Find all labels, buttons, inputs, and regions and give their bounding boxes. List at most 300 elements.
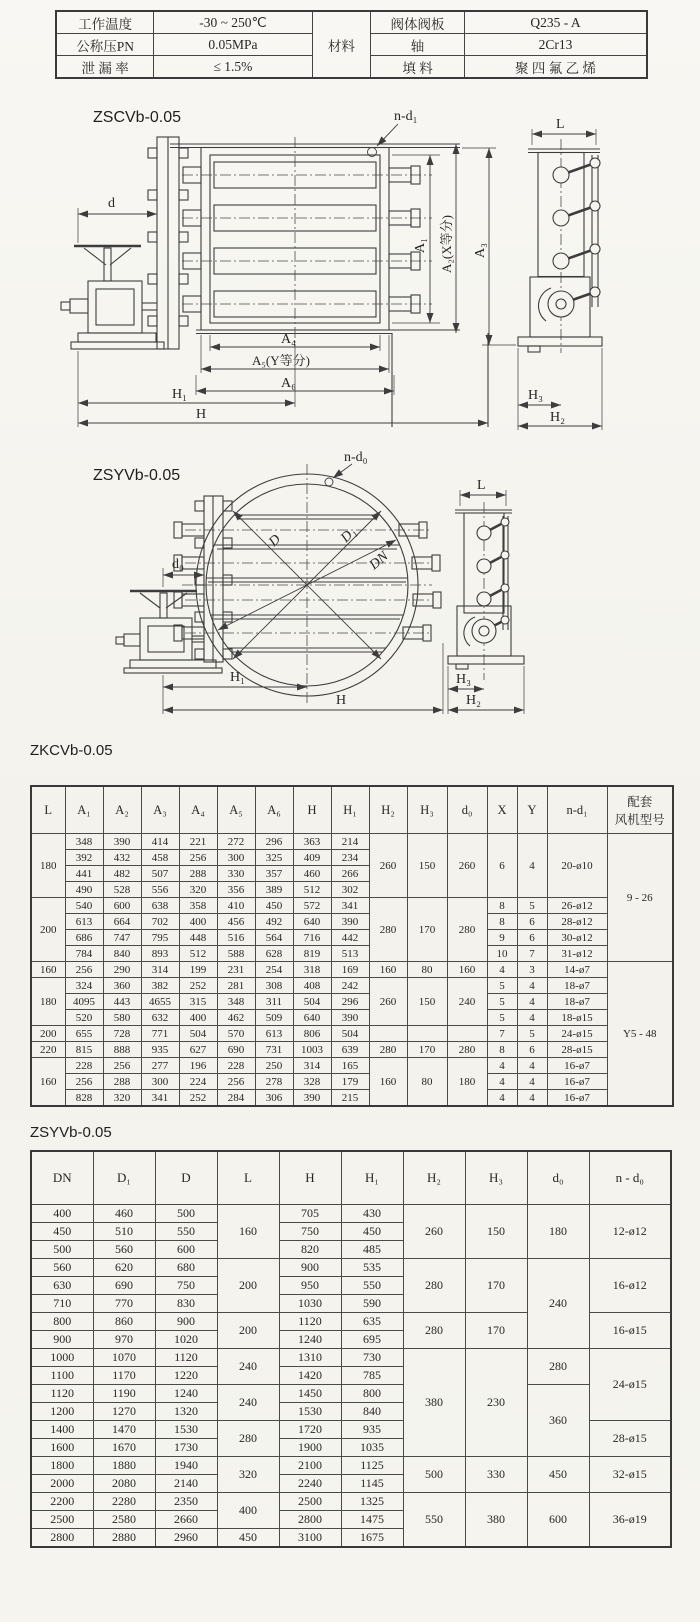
table-cell: 1670 <box>93 1439 155 1457</box>
table-cell: 550 <box>341 1277 403 1295</box>
table-cell: 935 <box>341 1421 403 1439</box>
drawing-zsyvb <box>0 448 700 733</box>
table-cell: 840 <box>103 946 141 962</box>
table-cell: 560 <box>31 1259 93 1277</box>
table-cell: 30-ø12 <box>547 930 607 946</box>
table-cell: 356 <box>217 882 255 898</box>
table-cell: 200 <box>217 1313 279 1349</box>
table-cell: 348 <box>65 834 103 850</box>
table-cell: 260 <box>369 834 407 898</box>
table-cell: 302 <box>331 882 369 898</box>
spec-value: Q235 - A <box>464 11 647 34</box>
column-header: H <box>293 786 331 834</box>
table-cell: 180 <box>447 1058 487 1107</box>
table-cell: 250 <box>255 1058 293 1074</box>
spec-row <box>56 11 647 34</box>
table-cell: 231 <box>217 962 255 978</box>
table-cell: 1310 <box>279 1349 341 1367</box>
table-cell: 284 <box>217 1090 255 1107</box>
table-cell: 500 <box>31 1241 93 1259</box>
table-cell: 400 <box>179 1010 217 1026</box>
column-header: L <box>217 1151 279 1205</box>
table-cell: 516 <box>217 930 255 946</box>
table-cell: 324 <box>65 978 103 994</box>
table2-header <box>31 1151 671 1205</box>
table-cell: 572 <box>293 898 331 914</box>
spec-label: 公称压PN <box>56 34 154 56</box>
spec-value: 0.05MPa <box>154 34 312 56</box>
table-cell: 3 <box>517 962 547 978</box>
table-cell: 318 <box>293 962 331 978</box>
table-cell: 747 <box>103 930 141 946</box>
table-cell: 550 <box>155 1223 217 1241</box>
dim-label-l: L <box>477 478 486 493</box>
column-header: d₀ <box>447 786 487 834</box>
table-cell: 8 <box>487 914 517 930</box>
table-cell: 1325 <box>341 1493 403 1511</box>
table-cell: 627 <box>179 1042 217 1058</box>
table-cell: 5 <box>487 994 517 1010</box>
table-cell: 180 <box>31 834 65 898</box>
table-cell: 507 <box>141 866 179 882</box>
table-cell: Y5 - 48 <box>607 962 673 1107</box>
table-cell: 242 <box>331 978 369 994</box>
table-cell: 4 <box>487 1074 517 1090</box>
table-cell: 160 <box>369 1058 407 1107</box>
table-cell: 710 <box>31 1295 93 1313</box>
table-cell: 900 <box>31 1331 93 1349</box>
table-cell: 500 <box>403 1457 465 1493</box>
column-header: A₄ <box>179 786 217 834</box>
table-cell: 280 <box>447 898 487 962</box>
table-cell: 1530 <box>155 1421 217 1439</box>
table1-title: ZKCVb-0.05 <box>30 742 113 759</box>
table-cell: 170 <box>465 1313 527 1349</box>
column-header: D₁ <box>93 1151 155 1205</box>
table-cell: 1035 <box>341 1439 403 1457</box>
front-view-circular <box>116 464 441 706</box>
table-cell: 1000 <box>31 1349 93 1367</box>
table-cell: 5 <box>517 1026 547 1042</box>
table-cell: 7 <box>487 1026 517 1042</box>
table-cell: 4655 <box>141 994 179 1010</box>
table-cell: 150 <box>407 834 447 898</box>
table-cell: 2350 <box>155 1493 217 1511</box>
table-cell: 690 <box>217 1042 255 1058</box>
handwheel-actuator <box>61 246 164 349</box>
table-cell: 16-ø7 <box>547 1058 607 1074</box>
column-header: D <box>155 1151 217 1205</box>
table-cell: 16-ø7 <box>547 1090 607 1107</box>
table-cell: 260 <box>447 834 487 898</box>
table-cell: 828 <box>65 1090 103 1107</box>
table-cell: 330 <box>465 1457 527 1493</box>
table-cell: 1120 <box>155 1349 217 1367</box>
table-cell: 632 <box>141 1010 179 1026</box>
column-header: n-d₁ <box>547 786 607 834</box>
table-cell: 252 <box>179 1090 217 1107</box>
column-header: A₂ <box>103 786 141 834</box>
column-header: A₁ <box>65 786 103 834</box>
column-header: X <box>487 786 517 834</box>
table-cell: 771 <box>141 1026 179 1042</box>
table-cell: 830 <box>155 1295 217 1313</box>
table-cell: 341 <box>141 1090 179 1107</box>
table-cell: 635 <box>341 1313 403 1331</box>
column-header: H <box>279 1151 341 1205</box>
table-cell: 280 <box>369 898 407 962</box>
table-cell: 1420 <box>279 1367 341 1385</box>
dim-label-h2: H₂ <box>550 410 565 425</box>
table-cell: 380 <box>465 1493 527 1548</box>
table-cell: 4 <box>517 834 547 898</box>
table-cell: 9 - 26 <box>607 834 673 962</box>
table1-header <box>31 786 673 834</box>
spec-table <box>55 10 648 79</box>
table-cell: 770 <box>93 1295 155 1313</box>
table-cell: 18-ø7 <box>547 978 607 994</box>
table-cell: 4 <box>517 978 547 994</box>
table-cell: 504 <box>331 1026 369 1042</box>
dim-label-h1: H₁ <box>230 670 245 685</box>
table-cell: 199 <box>179 962 217 978</box>
table-cell: 950 <box>279 1277 341 1295</box>
table-cell: 1675 <box>341 1529 403 1548</box>
table-cell: 5 <box>517 898 547 914</box>
table-cell: 14-ø7 <box>547 962 607 978</box>
table-row <box>31 994 673 1010</box>
table-cell: 1125 <box>341 1457 403 1475</box>
table-cell: 390 <box>331 914 369 930</box>
table-cell: 358 <box>179 898 217 914</box>
table-cell: 450 <box>341 1223 403 1241</box>
table-cell: 6 <box>487 834 517 898</box>
table-cell: 540 <box>65 898 103 914</box>
table-cell: 260 <box>369 978 407 1026</box>
table-cell: 638 <box>141 898 179 914</box>
table-cell: 800 <box>31 1313 93 1331</box>
table-cell: 290 <box>103 962 141 978</box>
table-cell: 160 <box>447 962 487 978</box>
column-header: H₁ <box>341 1151 403 1205</box>
table-cell: 1880 <box>93 1457 155 1475</box>
table-cell: 408 <box>293 978 331 994</box>
table-cell: 160 <box>217 1205 279 1259</box>
table-cell: 234 <box>331 850 369 866</box>
table-cell: 12-ø12 <box>589 1205 671 1259</box>
table-cell: 300 <box>141 1074 179 1090</box>
table-cell: 900 <box>279 1259 341 1277</box>
table-cell: 485 <box>341 1241 403 1259</box>
header-row <box>31 1151 671 1205</box>
table-cell: 414 <box>141 834 179 850</box>
table-row <box>31 978 673 994</box>
table-cell: 7 <box>517 946 547 962</box>
table-cell: 815 <box>65 1042 103 1058</box>
table-cell: 1003 <box>293 1042 331 1058</box>
table-cell: 18-ø15 <box>547 1010 607 1026</box>
material-label: 材料 <box>312 11 370 78</box>
table-cell: 170 <box>407 1042 447 1058</box>
table-cell: 392 <box>65 850 103 866</box>
table-cell: 160 <box>369 962 407 978</box>
dim-label-a5: A₅(Y等分) <box>252 353 310 368</box>
table-cell: 266 <box>331 866 369 882</box>
table-row <box>31 946 673 962</box>
table-cell: 150 <box>465 1205 527 1259</box>
spec-label: 泄 漏 率 <box>56 56 154 79</box>
table-cell: 179 <box>331 1074 369 1090</box>
table-cell: 432 <box>103 850 141 866</box>
table-cell: 221 <box>179 834 217 850</box>
column-header: H₁ <box>331 786 369 834</box>
table-cell: 296 <box>255 834 293 850</box>
table-cell: 24-ø15 <box>547 1026 607 1042</box>
table-cell: 1450 <box>279 1385 341 1403</box>
table-cell: 6 <box>517 914 547 930</box>
table-cell: 1120 <box>279 1313 341 1331</box>
table-cell: 20-ø10 <box>547 834 607 898</box>
table-cell: 4 <box>517 1074 547 1090</box>
table-cell: 280 <box>369 1042 407 1058</box>
table-cell: 400 <box>31 1205 93 1223</box>
table-cell: 448 <box>179 930 217 946</box>
dim-label-h: H <box>336 693 347 708</box>
table-cell: 620 <box>93 1259 155 1277</box>
table-cell: 1320 <box>155 1403 217 1421</box>
table-row <box>31 1042 673 1058</box>
table-cell: 2200 <box>31 1493 93 1511</box>
table-cell: 1170 <box>93 1367 155 1385</box>
table-cell: 588 <box>217 946 255 962</box>
table-cell: 2240 <box>279 1475 341 1493</box>
table-cell: 500 <box>155 1205 217 1223</box>
dim-label-D1: D₁ <box>338 524 360 546</box>
table-cell: 254 <box>255 962 293 978</box>
table-cell: 695 <box>341 1331 403 1349</box>
table-cell: 5 <box>487 1010 517 1026</box>
table-cell: 550 <box>403 1493 465 1548</box>
table-row <box>31 1457 671 1475</box>
spec-label: 填 料 <box>371 56 465 79</box>
table-cell: 277 <box>141 1058 179 1074</box>
dimension-table-zsyvb <box>30 1150 672 1548</box>
table-cell: 4 <box>517 1010 547 1026</box>
table-row <box>31 1259 671 1277</box>
table-cell: 600 <box>155 1241 217 1259</box>
table-cell: 32-ø15 <box>589 1457 671 1493</box>
column-header: A₅ <box>217 786 255 834</box>
table-cell: 325 <box>255 850 293 866</box>
dim-label-d0: d₀ <box>172 557 184 572</box>
table-row <box>31 834 673 850</box>
table-cell: 731 <box>255 1042 293 1058</box>
dim-label-nd0: n-d₀ <box>344 450 368 465</box>
table-cell: 510 <box>93 1223 155 1241</box>
table-row <box>31 1074 673 1090</box>
table-cell: 570 <box>217 1026 255 1042</box>
table-cell: 200 <box>31 1026 65 1042</box>
dim-label-a3: A₃ <box>473 243 488 258</box>
table-cell: 430 <box>341 1205 403 1223</box>
table-cell: 639 <box>331 1042 369 1058</box>
table-cell: 256 <box>179 850 217 866</box>
table-cell: 389 <box>255 882 293 898</box>
table-cell: 513 <box>331 946 369 962</box>
table-cell: 458 <box>141 850 179 866</box>
table-cell: 1145 <box>341 1475 403 1493</box>
table-cell: 256 <box>65 1074 103 1090</box>
column-header: 配套 风机型号 <box>607 786 673 834</box>
table2-title: ZSYVb-0.05 <box>30 1124 112 1141</box>
table-cell: 28-ø15 <box>589 1421 671 1457</box>
table-cell: 1270 <box>93 1403 155 1421</box>
table-cell: 450 <box>31 1223 93 1241</box>
spec-label: 轴 <box>371 34 465 56</box>
table-cell: 16-ø12 <box>589 1259 671 1313</box>
table-cell: 314 <box>293 1058 331 1074</box>
column-header: d₀ <box>527 1151 589 1205</box>
table-cell: 860 <box>93 1313 155 1331</box>
table-cell: 806 <box>293 1026 331 1042</box>
table-cell: 590 <box>341 1295 403 1313</box>
table-cell: 520 <box>65 1010 103 1026</box>
table-cell: 400 <box>217 1493 279 1529</box>
table-cell: 535 <box>341 1259 403 1277</box>
table-cell: 1530 <box>279 1403 341 1421</box>
table-row <box>31 1026 673 1042</box>
dim-label-a6: A₆ <box>281 376 296 391</box>
table2-body <box>31 1205 671 1548</box>
table-cell: 900 <box>155 1313 217 1331</box>
table-cell: 4 <box>517 1090 547 1107</box>
table-cell: 1020 <box>155 1331 217 1349</box>
table-cell: 1730 <box>155 1439 217 1457</box>
dim-label-a4: A₄ <box>281 332 296 347</box>
table-cell: 28-ø12 <box>547 914 607 930</box>
front-dimensions <box>78 109 516 427</box>
table-cell: 196 <box>179 1058 217 1074</box>
table-cell: 2140 <box>155 1475 217 1493</box>
table-cell: 640 <box>293 914 331 930</box>
table-cell: 280 <box>527 1349 589 1385</box>
table-cell: 504 <box>293 994 331 1010</box>
dim-label-h3: H₃ <box>456 672 471 687</box>
column-header: A₆ <box>255 786 293 834</box>
table-cell: 1200 <box>31 1403 93 1421</box>
table-cell: 228 <box>65 1058 103 1074</box>
table-row <box>31 1385 671 1403</box>
table-cell: 512 <box>293 882 331 898</box>
table-cell: 2500 <box>31 1511 93 1529</box>
table-cell: 230 <box>465 1349 527 1457</box>
table-cell: 655 <box>65 1026 103 1042</box>
table-cell: 380 <box>403 1349 465 1457</box>
table-cell: 512 <box>179 946 217 962</box>
spec-value: 2Cr13 <box>464 34 647 56</box>
table-cell: 490 <box>65 882 103 898</box>
table-cell: 9 <box>487 930 517 946</box>
table-cell: 306 <box>255 1090 293 1107</box>
table-cell: 10 <box>487 946 517 962</box>
table-cell: 686 <box>65 930 103 946</box>
table-cell: 556 <box>141 882 179 898</box>
table-cell: 1190 <box>93 1385 155 1403</box>
table-cell: 4 <box>517 994 547 1010</box>
table-cell: 160 <box>31 1058 65 1107</box>
table-cell: 680 <box>155 1259 217 1277</box>
dim-label-h: H <box>196 407 207 422</box>
column-header: H₃ <box>407 786 447 834</box>
table-cell: 31-ø12 <box>547 946 607 962</box>
table-cell: 363 <box>293 834 331 850</box>
table-cell: 630 <box>31 1277 93 1295</box>
column-header: A₃ <box>141 786 179 834</box>
table-cell: 2100 <box>279 1457 341 1475</box>
table-cell: 640 <box>293 1010 331 1026</box>
table-cell <box>369 1026 407 1042</box>
table-cell: 600 <box>103 898 141 914</box>
table-cell: 348 <box>217 994 255 1010</box>
table-cell: 26-ø12 <box>547 898 607 914</box>
table-cell: 357 <box>255 866 293 882</box>
table-cell: 2500 <box>279 1493 341 1511</box>
table-cell: 1720 <box>279 1421 341 1439</box>
spec-value: 聚 四 氟 乙 烯 <box>464 56 647 79</box>
table-cell: 450 <box>217 1529 279 1548</box>
table-cell: 308 <box>255 978 293 994</box>
table-cell: 314 <box>141 962 179 978</box>
table-cell: 492 <box>255 914 293 930</box>
table-row <box>31 1090 673 1107</box>
table-cell: 24-ø15 <box>589 1349 671 1421</box>
table-cell: 360 <box>103 978 141 994</box>
table-cell: 4 <box>487 1090 517 1107</box>
table-cell: 320 <box>103 1090 141 1107</box>
table-cell: 281 <box>217 978 255 994</box>
table-cell: 2280 <box>93 1493 155 1511</box>
table1-body <box>31 834 673 1107</box>
table-cell: 1470 <box>93 1421 155 1439</box>
table-cell: 441 <box>65 866 103 882</box>
table-cell: 690 <box>93 1277 155 1295</box>
table-cell: 80 <box>407 1058 447 1107</box>
table-cell: 280 <box>403 1259 465 1313</box>
table-cell: 256 <box>65 962 103 978</box>
table-cell: 382 <box>141 978 179 994</box>
table-cell: 613 <box>255 1026 293 1042</box>
dim-label-d: d <box>108 196 115 211</box>
table-cell: 560 <box>93 1241 155 1259</box>
table-cell: 315 <box>179 994 217 1010</box>
dim-label-a2: A₂(X等分) <box>439 215 454 273</box>
column-header: n - d₀ <box>589 1151 671 1205</box>
table-cell: 1240 <box>279 1331 341 1349</box>
table-cell: 4095 <box>65 994 103 1010</box>
table-cell: 785 <box>341 1367 403 1385</box>
table-cell: 4 <box>487 962 517 978</box>
table-cell: 750 <box>155 1277 217 1295</box>
table-cell: 664 <box>103 914 141 930</box>
table-cell: 600 <box>527 1493 589 1548</box>
table-cell: 214 <box>331 834 369 850</box>
table-cell: 564 <box>255 930 293 946</box>
table-cell: 1220 <box>155 1367 217 1385</box>
table-cell: 180 <box>31 978 65 1026</box>
table-cell: 256 <box>217 1074 255 1090</box>
spec-value: ≤ 1.5% <box>154 56 312 79</box>
table-row <box>31 1058 673 1074</box>
